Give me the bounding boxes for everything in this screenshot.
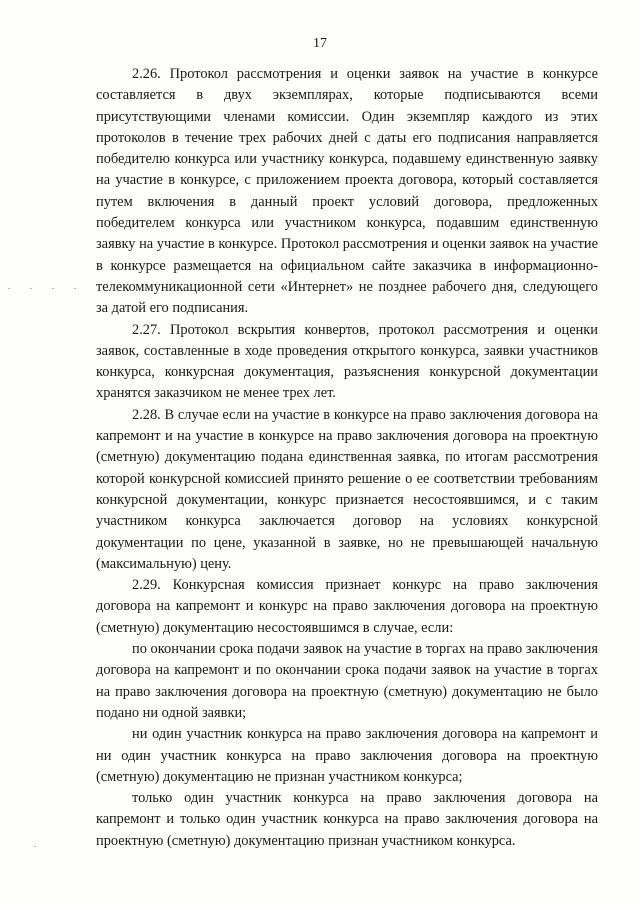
scan-speck	[52, 288, 54, 289]
condition-no-participants: ни один участник конкурса на право заключения договора на капремонт и ни один участник конкурса на право заключения договора на проектную (сметную) документацию не признан участником конкурса;	[96, 726, 598, 785]
scan-speck	[74, 288, 76, 289]
paragraph-2-29: 2.29. Конкурсная комиссия признает конкурс на право заключения договора на капремонт и конкурс на право заключения договора на проектную (сметную) документацию несостоявшимся в случае, если:	[96, 577, 598, 636]
document-body	[96, 64, 598, 852]
scan-speck	[8, 288, 10, 289]
paragraph-2-28: 2.28. В случае если на участие в конкурсе на право заключения договора на капремонт и на участие в конкурсе на право заключения договора на проектную (сметную) документацию подана единственная заявка, по итогам рассмотрения которой конкурсной комиссией принято решение о ее соответствии требованиям конкурсной документации, конкурс признается несостоявшимся, и с таким участником конкурса заключается договор на условиях конкурсной документации по цене, указанной в заявке, но не превышающей начальную (максимальную) цену.	[96, 406, 598, 572]
paragraph-2-26: 2.26. Протокол рассмотрения и оценки заявок на участие в конкурсе составляется в двух экземплярах, которые подписываются всеми присутствующими членами комиссии. Один экземпляр каждого из этих протоколов в течение трех рабочих дней с даты его подписания направляется победителю конкурса или участнику конкурса, подавшему единственную заявку на участие в конкурсе, с приложением проекта договора, который составляется путем включения в данный проект условий договора, предложенных победителем конкурса или участником конкурса, подавшим единственную заявку на участие в конкурсе. Протокол рассмотрения и оценки заявок на участие в конкурсе размещается на официальном сайте заказчика в информационно-телекоммуникационной сети «Интернет» не позднее рабочего дня, следующего за датой его подписания.	[96, 66, 598, 317]
page-number: 17	[313, 36, 327, 51]
scan-speck	[34, 846, 36, 847]
paragraph-2-27: 2.27. Протокол вскрытия конвертов, протокол рассмотрения и оценки заявок, составленные в ходе проведения открытого конкурса, заявки участников конкурса, конкурсная документация, разъяснения конкурсной документации хранятся заказчиком не менее трех лет.	[96, 321, 598, 402]
condition-single-participant: только один участник конкурса на право заключения договора на капремонт и только один участник конкурса на право заключения договора на проектную (сметную) документацию признан участником конкурса.	[96, 790, 598, 849]
scan-speck	[30, 288, 32, 289]
condition-no-applications: по окончании срока подачи заявок на участие в торгах на право заключения договора на капремонт и по окончании срока подачи заявок на участие в торгах на право заключения договора на проектную (сметную) документацию не было подано ни одной заявки;	[96, 641, 598, 721]
